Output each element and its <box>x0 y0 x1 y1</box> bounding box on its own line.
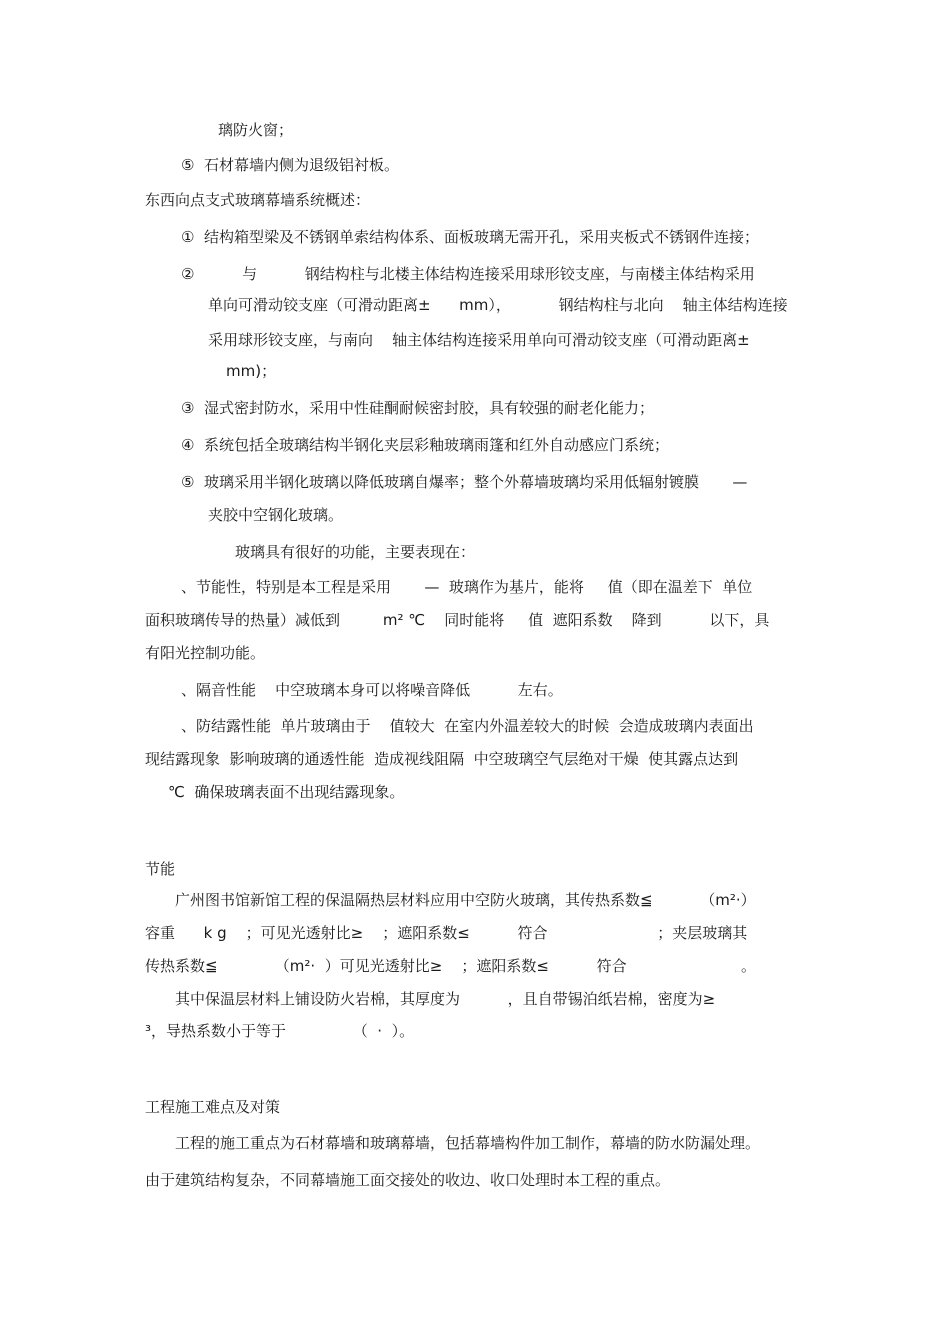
paragraph-difficulties-cont: 由于建筑结构复杂，不同幕墙施工面交接处的收边、收口处理时本工程的重点。 <box>145 1171 671 1189</box>
list-item-2-cont: 单向可滑动铰支座（可滑动距离± mm）， 钢结构柱与北向 轴主体结构连接 <box>208 296 788 314</box>
section-heading-point-glass: 东西向点支式玻璃幕墙系统概述： <box>145 191 371 209</box>
list-item-4: ④ 系统包括全玻璃结构半钢化夹层彩釉玻璃雨篷和红外自动感应门系统； <box>181 436 669 454</box>
list-item-2: ② 与 钢结构柱与北楼主体结构连接采用球形铰支座，与南楼主体结构采用 <box>181 265 755 283</box>
list-item-1: ① 结构箱型梁及不锈钢单索结构体系、面板玻璃无需开孔，采用夹板式不锈钢件连接； <box>181 228 759 246</box>
list-item-5-cont: 夹胶中空钢化玻璃。 <box>208 506 344 524</box>
section-heading-difficulties: 工程施工难点及对策 <box>145 1098 281 1116</box>
paragraph-energy-cont: 面积玻璃传导的热量）减低到 m² ℃ 同时能将 值 遮阳系数 降到 以下，具 <box>145 611 770 629</box>
list-item-2-cont: 采用球形铰支座，与南向 轴主体结构连接采用单向可滑动铰支座（可滑动距离± <box>208 331 750 349</box>
paragraph-energy-cont: 有阳光控制功能。 <box>145 644 266 662</box>
list-item-3: ③ 湿式密封防水，采用中性硅酮耐候密封胶，具有较强的耐老化能力； <box>181 399 654 417</box>
paragraph-insulation: 广州图书馆新馆工程的保温隔热层材料应用中空防火玻璃，其传热系数≦ （m²·） <box>175 891 756 909</box>
list-item-5: ⑤ 玻璃采用半钢化玻璃以降低玻璃自爆率；整个外幕墙玻璃均采用低辐射镀膜 — <box>181 473 748 491</box>
list-item-2-cont: mm)； <box>226 362 277 380</box>
text-line: 璃防火窗； <box>218 121 294 139</box>
paragraph-rockwool-cont: ³，导热系数小于等于 （ · ）。 <box>145 1022 415 1040</box>
paragraph-condensation-cont: ℃ 确保玻璃表面不出现结露现象。 <box>168 783 405 801</box>
paragraph-rockwool: 其中保温层材料上铺设防火岩棉，其厚度为 ，且自带锡泊纸岩棉，密度为≥ <box>175 990 716 1008</box>
paragraph-insulation-cont: 容重 k g ；可见光透射比≥ ；遮阳系数≤ 符合 ；夹层玻璃其 <box>145 924 748 942</box>
paragraph-condensation-cont: 现结露现象 影响玻璃的通透性能 造成视线阻隔 中空玻璃空气层绝对干燥 使其露点达到 <box>145 750 739 768</box>
paragraph-sound: 、隔音性能 中空玻璃本身可以将噪音降低 左右。 <box>181 681 563 699</box>
paragraph-insulation-cont: 传热系数≦ （m²· ）可见光透射比≥ ；遮阳系数≤ 符合 。 <box>145 957 757 975</box>
section-heading-energy: 节能 <box>145 860 176 878</box>
paragraph-energy: 、节能性，特别是本工程是采用 — 玻璃作为基片，能将 值（即在温差下 单位 <box>181 578 753 596</box>
paragraph-condensation: 、防结露性能 单片玻璃由于 值较大 在室内外温差较大的时候 会造成玻璃内表面出 <box>181 717 754 735</box>
paragraph-intro: 玻璃具有很好的功能，主要表现在： <box>235 543 476 561</box>
paragraph-difficulties: 工程的施工重点为石材幕墙和玻璃幕墙，包括幕墙构件加工制作，幕墙的防水防漏处理。 <box>175 1134 761 1152</box>
list-item-5-stone: ⑤ 石材幕墙内侧为退级铝衬板。 <box>181 156 399 174</box>
